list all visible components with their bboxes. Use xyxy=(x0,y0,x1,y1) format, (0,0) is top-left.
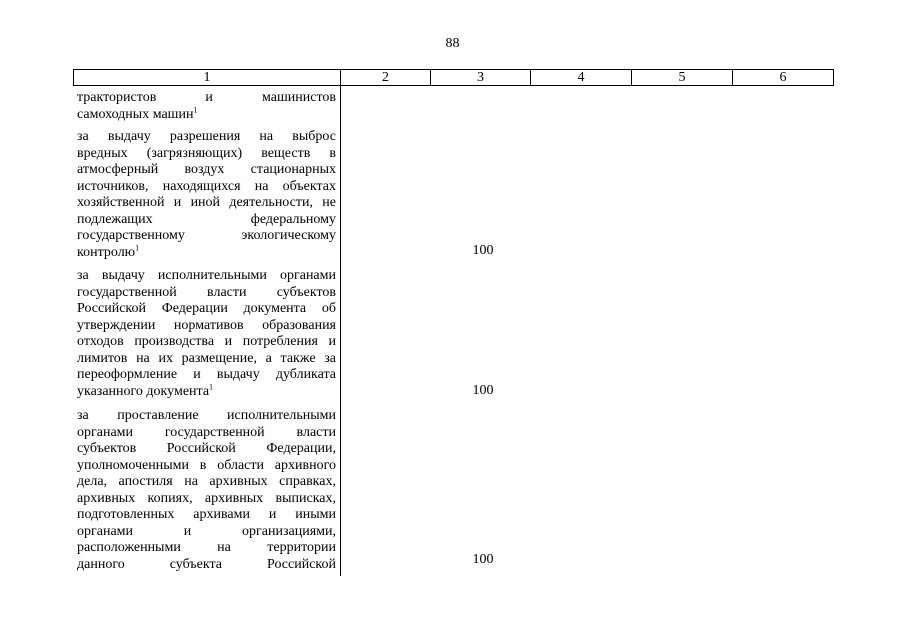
text-line: источников, находящихся на объектах xyxy=(77,178,336,194)
text-line: государственному экологическому xyxy=(77,228,336,243)
text-line: утверждении нормативов образования xyxy=(77,317,336,333)
text-line: хозяйственной и иной деятельности, не xyxy=(77,195,336,210)
text-line: архивных копиях, архивных выписках, xyxy=(77,490,336,506)
column-header-4: 4 xyxy=(531,70,632,85)
text-line: отходов производства и потребления и xyxy=(77,334,336,349)
text-line: дела, апостиля на архивных справках, xyxy=(77,474,336,489)
text-line: за выдачу исполнительными органами xyxy=(77,268,336,283)
column-header-6: 6 xyxy=(779,70,787,85)
column-header-5: 5 xyxy=(632,70,733,85)
table-header-row xyxy=(73,69,834,86)
text-line: данного субъекта Российской xyxy=(77,556,336,572)
text-line: атмосферный воздух стационарных xyxy=(77,162,336,177)
text-line: вредных (загрязняющих) веществ в xyxy=(77,145,336,161)
footnote-marker: 1 xyxy=(193,104,198,114)
table-row-3-description xyxy=(77,268,336,400)
column-header-3: 3 xyxy=(431,70,531,85)
table-row-2-description xyxy=(77,129,336,261)
text-line: органами и организациями, xyxy=(77,523,336,539)
text-line: Российской Федерации документа об xyxy=(77,301,336,316)
text-line: органами государственной власти xyxy=(77,424,336,440)
text-line: самоходных машин$^1$ xyxy=(77,104,198,122)
column-header-1: 1 xyxy=(74,70,341,85)
table-row-1-description xyxy=(77,90,336,123)
table-row-3-col3-value: 100 xyxy=(472,383,494,398)
text-line: уполномоченными в области архивного xyxy=(77,457,336,473)
text-line: контролю$^1$ xyxy=(77,242,140,260)
text-line: указанного документа$^1$ xyxy=(77,381,214,399)
table-row-4-col3-value: 100 xyxy=(472,552,494,567)
text-line: субъектов Российской Федерации, xyxy=(77,441,336,456)
column-divider xyxy=(340,86,341,576)
table-row-4-description xyxy=(77,408,336,573)
footnote-marker: 1 xyxy=(209,381,214,391)
text-line: за выдачу разрешения на выброс xyxy=(77,129,336,144)
page-number: 88 xyxy=(445,36,460,51)
table-row-2-col3-value: 100 xyxy=(472,243,494,258)
column-header-2: 2 xyxy=(341,70,431,85)
text-line: переоформление и выдачу дубликата xyxy=(77,367,336,382)
text-line: лимитов на их размещение, а также за xyxy=(77,350,336,366)
text-line: расположенными на территории xyxy=(77,540,336,555)
text-line: за проставление исполнительными xyxy=(77,408,336,423)
text-line: трактористов и машинистов xyxy=(77,90,336,105)
text-line: подготовленных архивами и иными xyxy=(77,507,336,522)
footnote-marker: 1 xyxy=(135,242,140,252)
text-line: подлежащих федеральному xyxy=(77,211,336,227)
text-line: государственной власти субъектов xyxy=(77,284,336,300)
